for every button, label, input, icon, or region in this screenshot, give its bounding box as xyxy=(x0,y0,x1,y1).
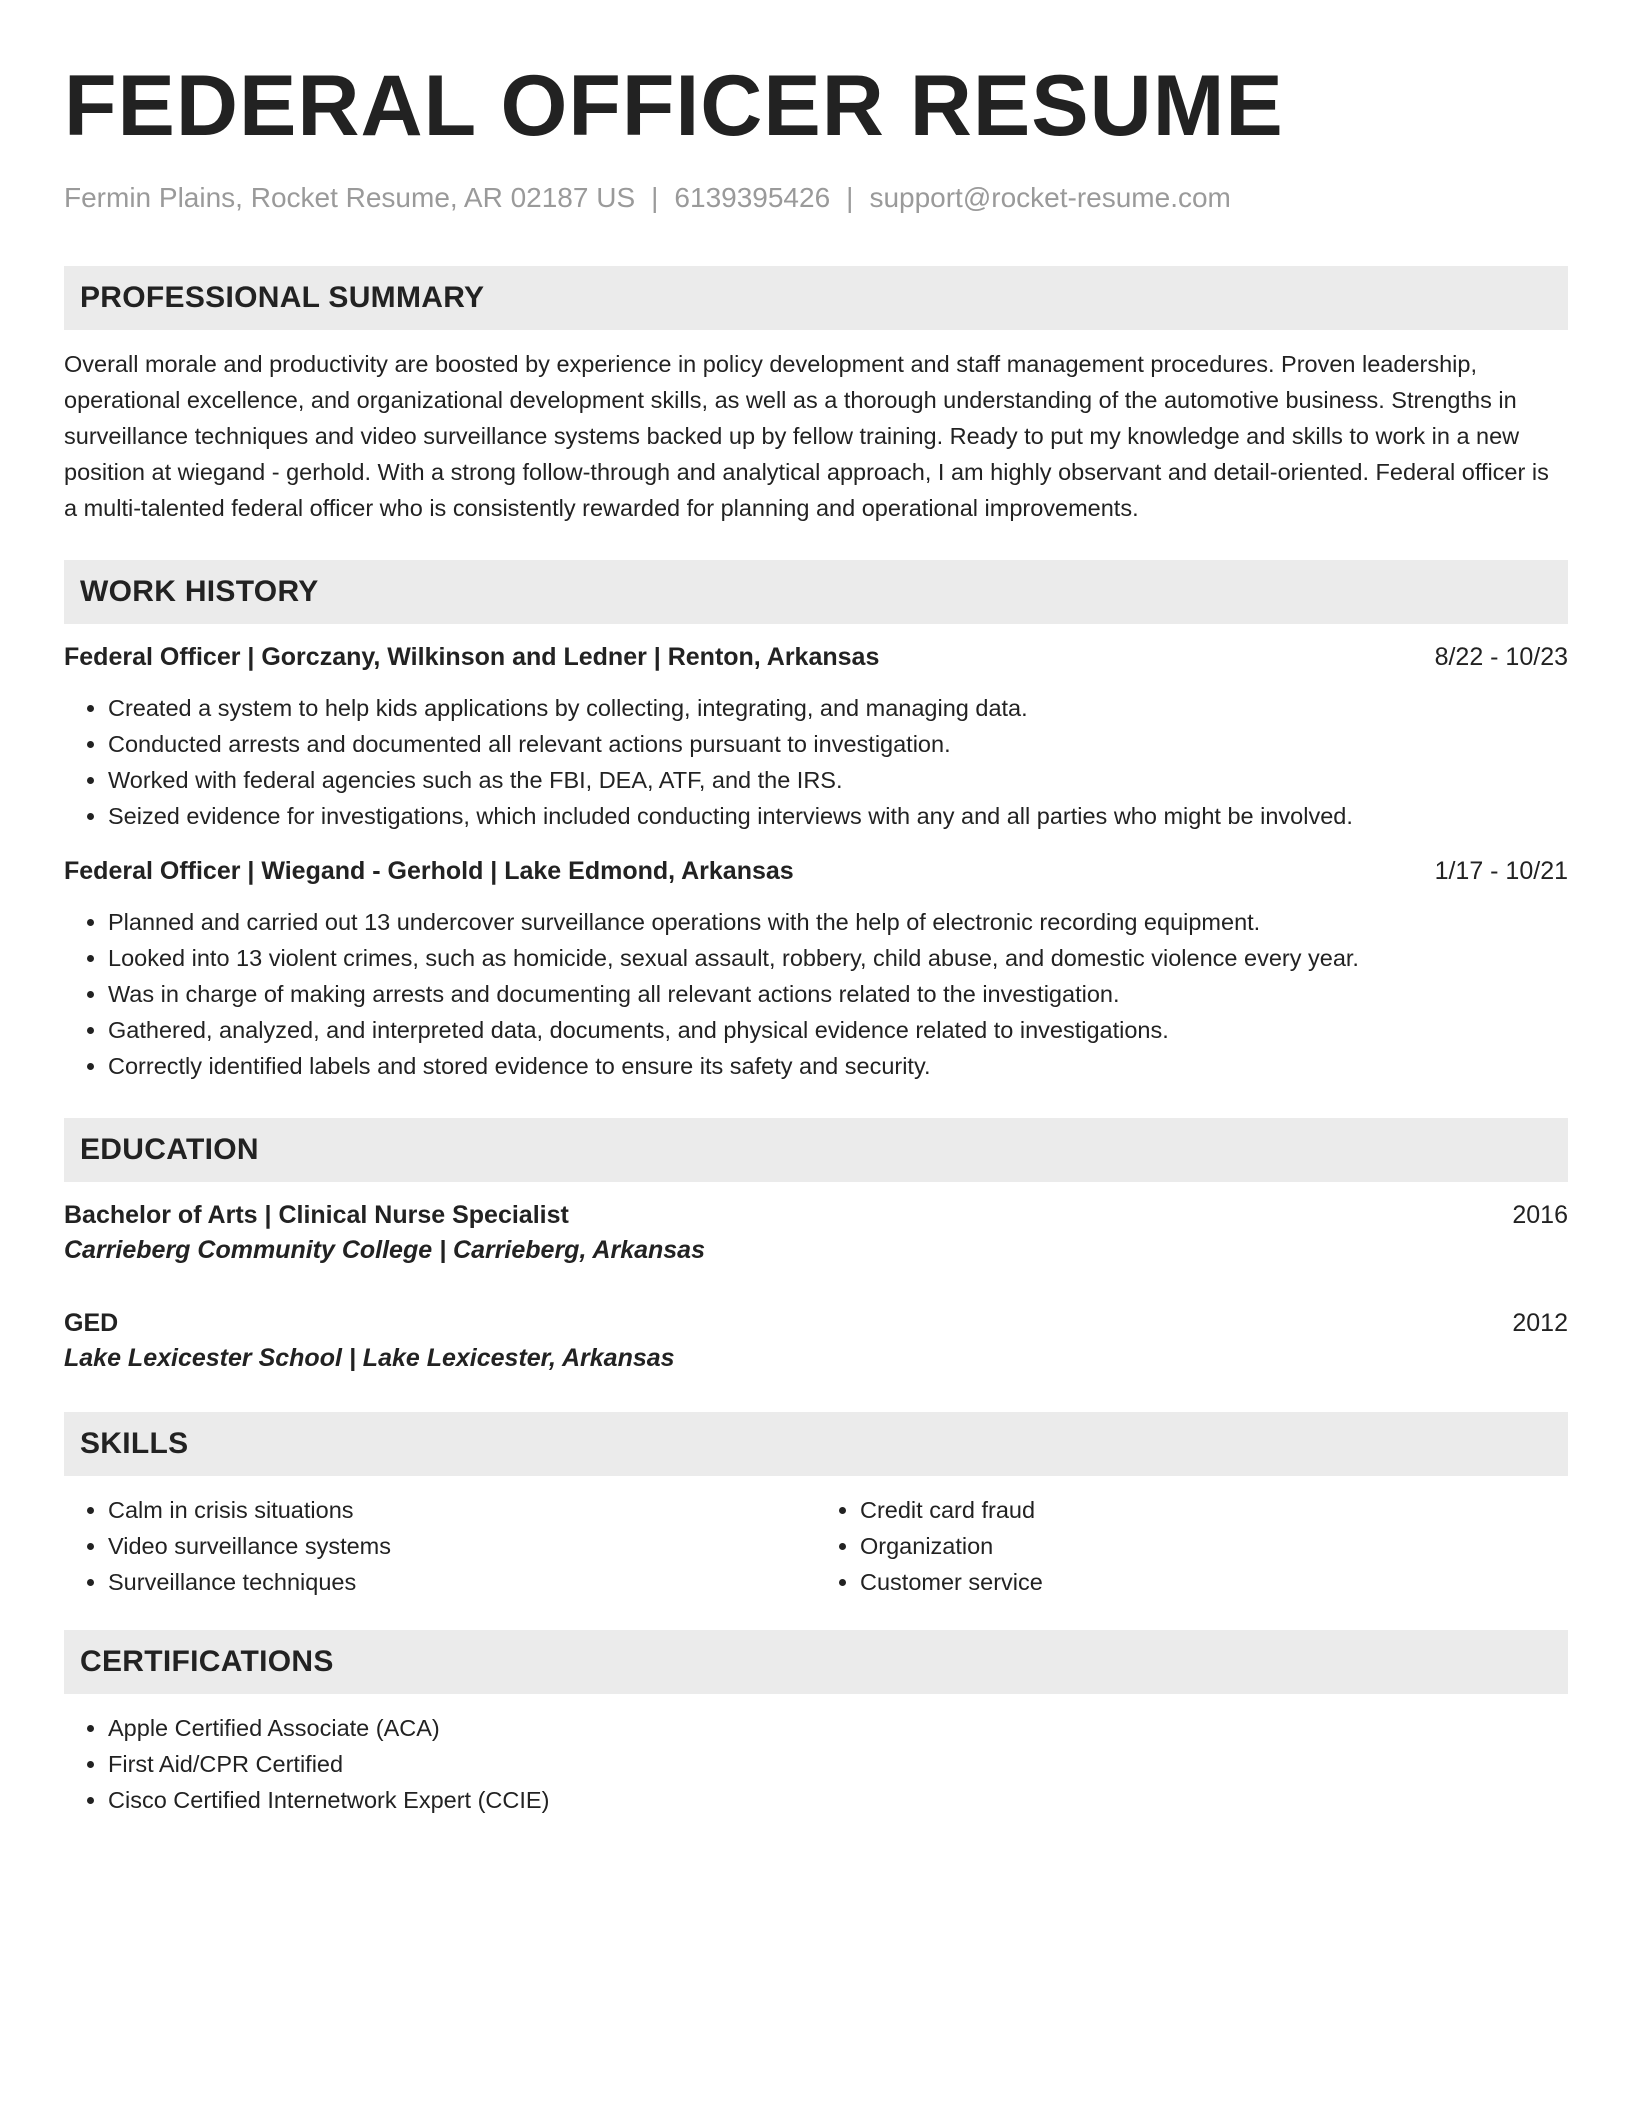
certification-item: • Cisco Certified Internetwork Expert (CCIE) xyxy=(108,1782,1568,1818)
section-header-education: EDUCATION xyxy=(64,1118,1568,1182)
list-item: • Seized evidence for investigations, which included conducting interviews with any and all parties who might be involved. xyxy=(108,798,1568,834)
education-school: Carrieberg Community College | Carrieberg, Arkansas xyxy=(64,1236,705,1264)
contact-separator: | xyxy=(846,182,854,213)
section-header-work-history: WORK HISTORY xyxy=(64,560,1568,624)
job-dates: 1/17 - 10/21 xyxy=(1434,857,1568,885)
job-bullets xyxy=(64,904,1568,1084)
skill-item: • Surveillance techniques xyxy=(108,1564,816,1600)
education-degree: GED xyxy=(64,1309,119,1337)
education-year: 2012 xyxy=(1512,1309,1568,1337)
skill-item: • Credit card fraud xyxy=(860,1492,1568,1528)
skill-item: • Video surveillance systems xyxy=(108,1528,816,1564)
job-entry xyxy=(64,640,1568,834)
certification-item: • First Aid/CPR Certified xyxy=(108,1746,1568,1782)
skill-item: • Customer service xyxy=(860,1564,1568,1600)
contact-line xyxy=(64,180,1568,216)
list-item: • Planned and carried out 13 undercover surveillance operations with the help of electronic recording equipment. xyxy=(108,904,1568,940)
skills-list xyxy=(816,1492,1568,1600)
job-bullets xyxy=(64,690,1568,834)
skills-list xyxy=(64,1492,816,1600)
summary-text: Overall morale and productivity are boosted by experience in policy development and staff management procedures. Proven leadership, operational excellence, and organizational development skills, as well as a thorough understanding of the automotive business. Strengths in surveillance techniques and video surveillance systems backed up by fellow training. Ready to put my knowledge and skills to work in a new position at wiegand - gerhold. With a strong follow-through and analytical approach, I am highly observant and detail-oriented. Federal officer is a multi-talented federal officer who is consistently rewarded for planning and operational improvements. xyxy=(64,351,1549,521)
section-header-summary: PROFESSIONAL SUMMARY xyxy=(64,266,1568,330)
job-entry xyxy=(64,854,1568,1084)
list-item: • Was in charge of making arrests and documenting all relevant actions related to the investigation. xyxy=(108,976,1568,1012)
skills-column-left xyxy=(64,1492,816,1600)
job-header xyxy=(64,640,1568,674)
education-degree: Bachelor of Arts | Clinical Nurse Specialist xyxy=(64,1201,569,1229)
education-entry xyxy=(64,1306,1568,1376)
certifications-list xyxy=(64,1710,1568,1818)
education-header xyxy=(64,1306,1568,1340)
list-item: • Worked with federal agencies such as the FBI, DEA, ATF, and the IRS. xyxy=(108,762,1568,798)
certification-item: • Apple Certified Associate (ACA) xyxy=(108,1710,1568,1746)
job-title: Federal Officer | Wiegand - Gerhold | Lake Edmond, Arkansas xyxy=(64,857,794,885)
resume-title: FEDERAL OFFICER RESUME xyxy=(64,58,1284,154)
list-item: • Correctly identified labels and stored evidence to ensure its safety and security. xyxy=(108,1048,1568,1084)
education-school: Lake Lexicester School | Lake Lexicester, Arkansas xyxy=(64,1344,675,1372)
skills-grid xyxy=(64,1492,1568,1600)
list-item: • Created a system to help kids applications by collecting, integrating, and managing data. xyxy=(108,690,1568,726)
contact-address: Fermin Plains, Rocket Resume, AR 02187 US xyxy=(64,182,636,213)
list-item: • Conducted arrests and documented all relevant actions pursuant to investigation. xyxy=(108,726,1568,762)
skills-column-right xyxy=(816,1492,1568,1600)
education-year: 2016 xyxy=(1512,1201,1568,1229)
contact-separator: | xyxy=(651,182,659,213)
contact-phone: 6139395426 xyxy=(674,182,831,213)
list-item: • Gathered, analyzed, and interpreted data, documents, and physical evidence related to investigations. xyxy=(108,1012,1568,1048)
job-header xyxy=(64,854,1568,888)
skill-item: • Organization xyxy=(860,1528,1568,1564)
education-header xyxy=(64,1198,1568,1232)
skill-item: • Calm in crisis situations xyxy=(108,1492,816,1528)
contact-email: support@rocket-resume.com xyxy=(869,182,1231,213)
section-header-certifications: CERTIFICATIONS xyxy=(64,1630,1568,1694)
job-title: Federal Officer | Gorczany, Wilkinson and Ledner | Renton, Arkansas xyxy=(64,643,880,671)
list-item: • Looked into 13 violent crimes, such as homicide, sexual assault, robbery, child abuse, and domestic violence every year. xyxy=(108,940,1568,976)
section-header-skills: SKILLS xyxy=(64,1412,1568,1476)
job-dates: 8/22 - 10/23 xyxy=(1434,643,1568,671)
education-entry xyxy=(64,1198,1568,1268)
